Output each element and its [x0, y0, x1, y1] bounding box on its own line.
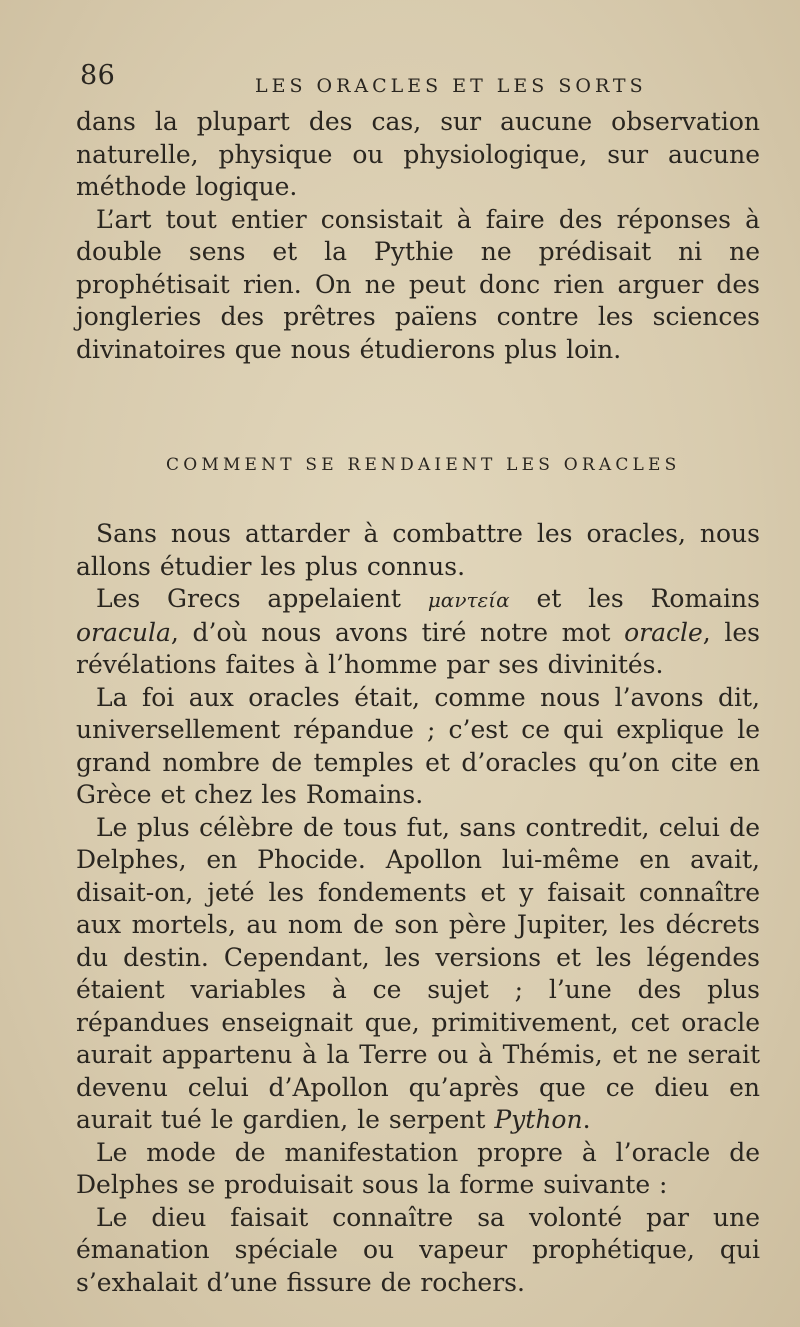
page-number: 86 — [80, 60, 116, 91]
paragraph: Sans nous attarder à combattre les oracles, nous allons étudier les plus connus. — [76, 519, 760, 581]
text-span: Le plus célèbre de tous fut, sans contredit, celui de Delphes, en Phocide. Apollon lui-même en avait, disait-on, jeté les fondements et y faisait connaître aux mortels, au nom de son père Jupiter, les décrets du destin. Cependant, les versions et les légendes étaient variables à ce sujet ; l’une des plus répandues enseignait que, primitivement, cet oracle aurait appartenu à la Terre ou à Thémis, et ne serait devenu celui d’Apollon qu’après que ce dieu en aurait tué le gardien, le serpent — [76, 812, 760, 1134]
paragraph: Le dieu faisait connaître sa volonté par une émanation spéciale ou vapeur prophétique, qui s’exhalait d’une fissure de rochers. — [76, 1202, 760, 1297]
paragraph: dans la plupart des cas, sur aucune observation naturelle, physique ou physiologique, sur aucune méthode logique. — [76, 107, 760, 201]
greek-word: μαντεία — [427, 588, 510, 612]
section-heading: COMMENT SE RENDAIENT LES ORACLES — [166, 455, 681, 475]
paragraph: L’art tout entier consistait à faire des réponses à double sens et la Pythie ne prédisait ni ne prophétisait rien. On ne peut donc rien arguer des jongleries des prêtres païens contre les sciences divinatoires que nous étudierons plus loin. — [76, 204, 760, 364]
text-span: , d’où nous avons tiré notre mot — [170, 617, 625, 647]
text-span: , les révélations faites à l’homme par ses divinités. — [76, 617, 761, 679]
text-span: . — [582, 1105, 591, 1134]
text-span: Les Grecs appelaient — [96, 584, 428, 613]
paragraph: La foi aux oracles était, comme nous l’avons dit, universellement répandue ; c’est ce qui explique le grand nombre de temples et d’oracles qu’on cite en Grèce et chez les Romains. — [76, 682, 760, 809]
running-title: LES ORACLES ET LES SORTS — [255, 75, 647, 97]
paragraph — [76, 583, 760, 682]
text-block-top — [76, 106, 760, 366]
emphasized-word: oracle — [624, 617, 703, 647]
paragraph: Le mode de manifestation propre à l’oracle de Delphes se produisait sous la forme suivante : — [76, 1137, 760, 1199]
paragraph — [76, 812, 760, 1137]
emphasized-word: Python — [494, 1105, 583, 1134]
latin-word: oracula — [76, 617, 171, 647]
text-block-main — [76, 518, 760, 1299]
text-span: et les Romains — [509, 584, 760, 613]
